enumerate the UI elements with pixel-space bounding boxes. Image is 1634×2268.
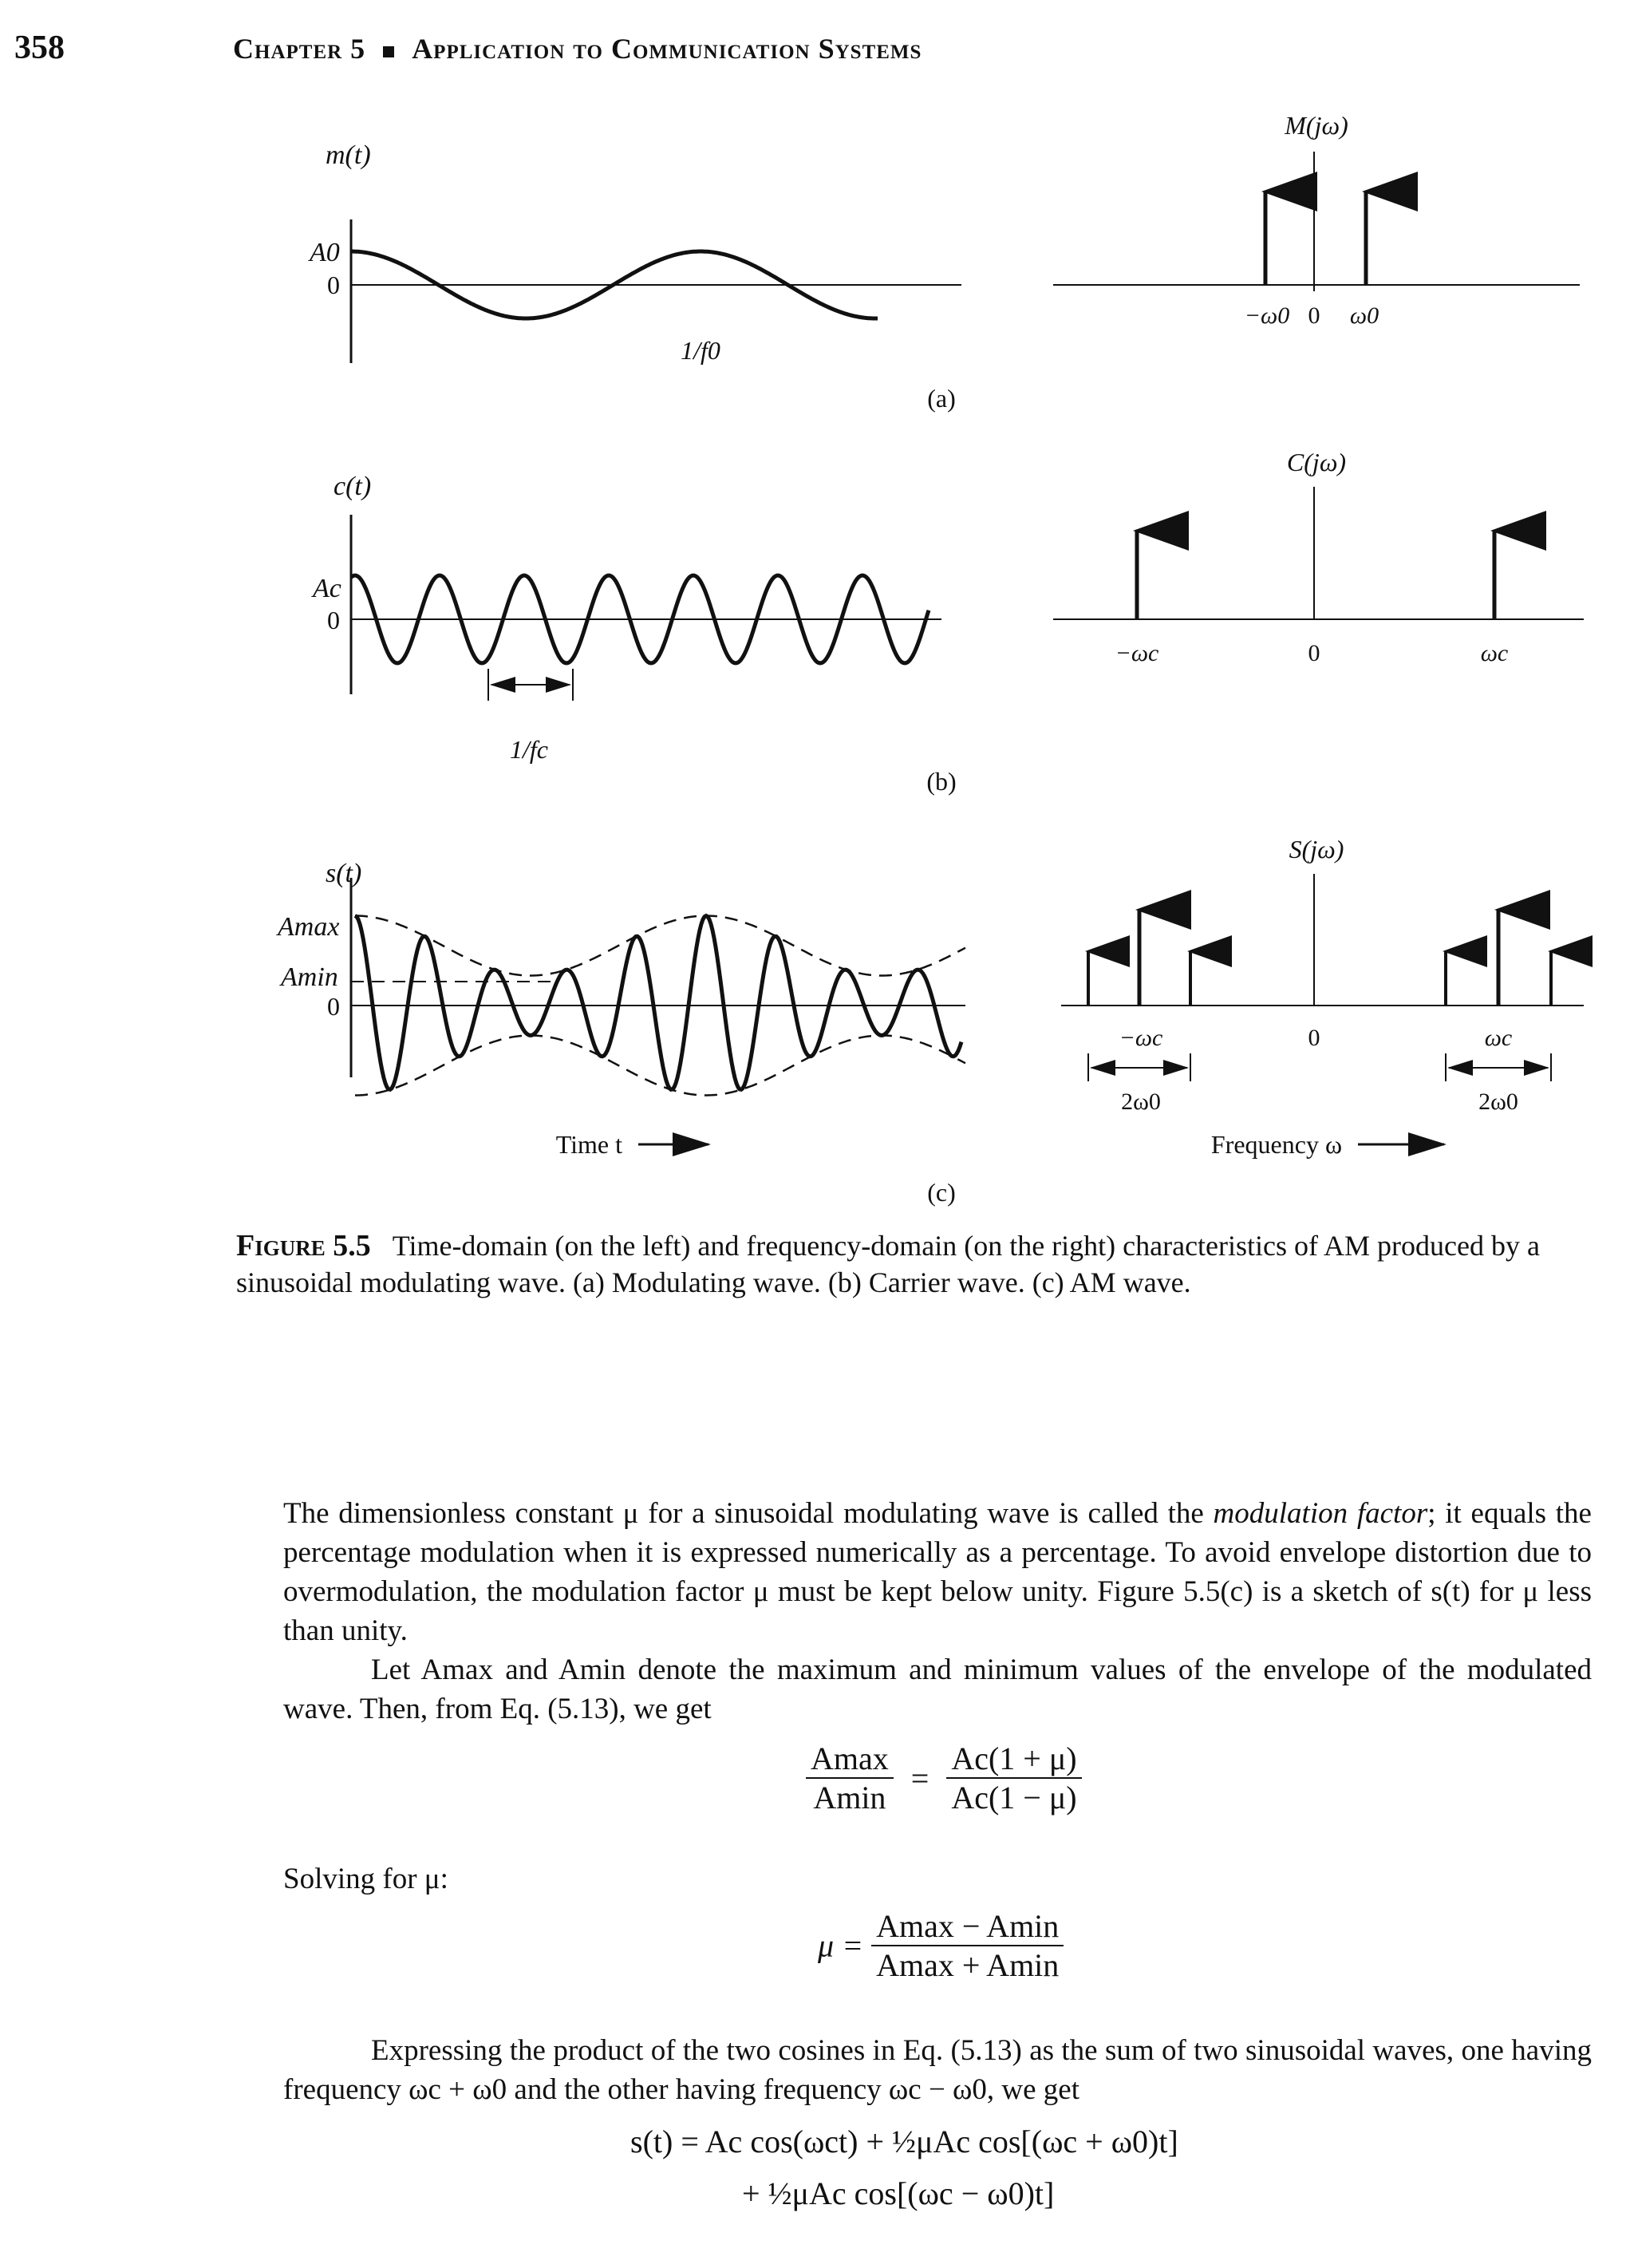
envelope-upper xyxy=(355,916,965,976)
zero-freq-tick-b: 0 xyxy=(1308,640,1320,666)
amin-tick: Amin xyxy=(281,962,338,992)
neg-wc-tick-c: −ωc xyxy=(1119,1025,1163,1051)
separator-square xyxy=(383,46,394,57)
s-t-label: s(t) xyxy=(326,859,362,888)
neg-w0-tick: −ω0 xyxy=(1244,302,1290,329)
ac-tick: Ac xyxy=(313,574,341,603)
panel-b-freq xyxy=(1053,448,1584,666)
amax-tick: Amax xyxy=(278,912,340,942)
w0-tick: ω0 xyxy=(1349,302,1379,329)
page-number: 358 xyxy=(14,30,65,66)
running-header xyxy=(233,32,922,65)
figure-5-5 xyxy=(0,80,1634,1229)
panel-a-freq xyxy=(1053,111,1580,329)
panel-a-time xyxy=(308,140,961,365)
panel-c-time xyxy=(276,859,965,1159)
chapter-label: Chapter 5 xyxy=(233,33,366,65)
m-t-label: m(t) xyxy=(326,140,371,170)
zero-freq-tick-c: 0 xyxy=(1308,1025,1320,1051)
wc-tick: ωc xyxy=(1480,640,1509,666)
wc-tick-c: ωc xyxy=(1484,1025,1513,1051)
ratio-lhs: $\frac{Amax}{Amin}$ xyxy=(806,1740,894,1816)
paragraph-3: Expressing the product of the two cosines in Eq. (5.13) as the sum of two sinusoidal waves, one having frequency ωc + ω0 and the other having frequency ωc − ω0, we get xyxy=(283,2034,1592,2106)
figure-caption xyxy=(236,1227,1593,1301)
equation-mu: μ = $\frac{Amax - Amin}{Amax + Amin}$ xyxy=(818,1907,1064,1984)
bandwidth-right-label: 2ω0 xyxy=(1478,1089,1518,1115)
mu-fraction: $\frac{Amax - Amin}{Amax + Amin}$ xyxy=(871,1907,1064,1984)
p1-text-a: The dimensionless constant μ for a sinusoidal modulating wave is called the xyxy=(283,1497,1214,1530)
panel-label-c: (c) xyxy=(927,1178,956,1207)
C-jw-title: C(jω) xyxy=(1286,448,1347,476)
freq-axis-label: Frequency ω xyxy=(1210,1130,1342,1159)
time-axis-label: Time t xyxy=(555,1130,622,1159)
panel-label-a: (a) xyxy=(927,384,956,413)
neg-wc-tick: −ωc xyxy=(1115,640,1159,666)
ratio-rhs: $\frac{Ac(1 + \mu)}{Ac(1 - \mu)}$ xyxy=(946,1740,1081,1816)
S-jw-title: S(jω) xyxy=(1289,835,1344,863)
zero-tick-b: 0 xyxy=(327,606,340,634)
bandwidth-left-label: 2ω0 xyxy=(1121,1089,1161,1115)
period-f0-label: 1/f0 xyxy=(681,336,720,365)
equation-st-line2: + ½μAc cos[(ωc − ω0)t] xyxy=(742,2175,1055,2211)
am-wave xyxy=(355,916,961,1090)
p1-emphasis: modulation factor xyxy=(1213,1497,1428,1530)
solving-for-mu: Solving for μ: xyxy=(283,1863,448,1895)
period-fc-label: 1/fc xyxy=(510,735,548,764)
paragraph-2: Let Amax and Amin denote the maximum and minimum values of the envelope of the modulated wave. Then, from Eq. (5.13), we get xyxy=(283,1654,1592,1725)
panel-label-b: (b) xyxy=(926,767,957,796)
a0-tick: A0 xyxy=(310,238,340,267)
p1-text-b: ; it equals the percentage modulation when it is expressed numerically as a percentage. To avoid envelope distortion due to overmodulation, the modulation factor μ must be kept below unity. Figure 5.5(c) is a sketch of s(t) for μ less than unity. xyxy=(283,1497,1592,1647)
c-t-label: c(t) xyxy=(334,472,372,501)
panel-c-freq xyxy=(1061,835,1584,1159)
zero-tick-c: 0 xyxy=(327,992,340,1021)
M-jw-title: M(jω) xyxy=(1285,111,1348,140)
zero-freq-tick: 0 xyxy=(1308,302,1320,329)
zero-tick: 0 xyxy=(327,271,340,299)
equation-st-line1: s(t) = Ac cos(ωct) + ½μAc cos[(ωc + ω0)t] xyxy=(630,2124,1178,2159)
chapter-title: Application to Communication Systems xyxy=(412,33,922,65)
caption-text: Time-domain (on the left) and frequency-domain (on the right) characteristics of AM produced by a sinusoidal modulating wave. (a) Modulating wave. (b) Carrier wave. (c) AM wave. xyxy=(236,1230,1540,1298)
equation-ratio: $\frac{Amax}{Amin}$ = $\frac{Ac(1 + \mu)}{Ac(1 - \mu)}$ xyxy=(806,1740,1082,1816)
paragraph-1 xyxy=(283,1494,1592,1650)
panel-b-time xyxy=(311,472,941,764)
caption-label: Figure 5.5 xyxy=(236,1229,371,1262)
